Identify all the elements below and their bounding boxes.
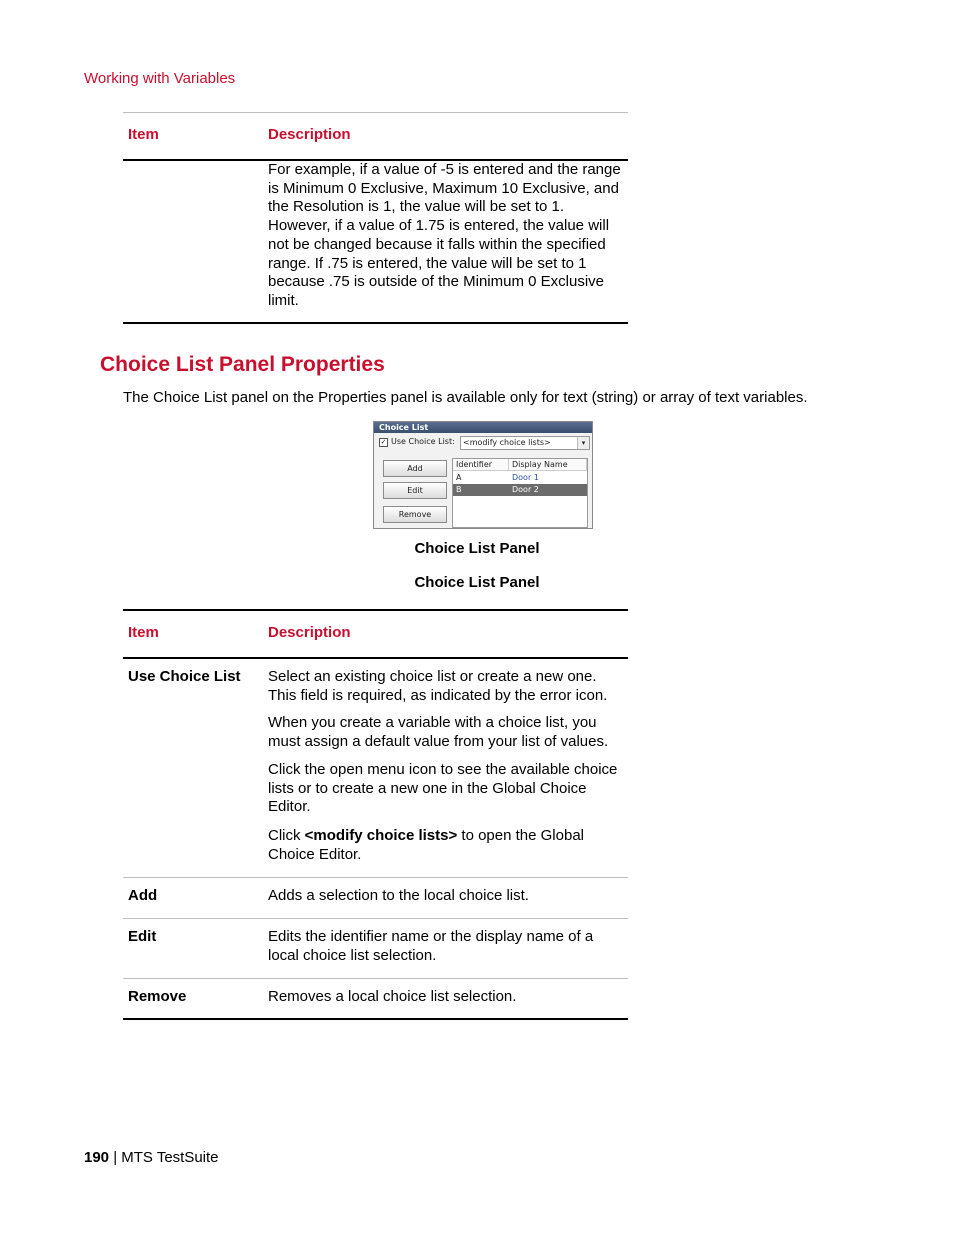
row-item-use-choice-list: Use Choice List bbox=[128, 668, 241, 685]
modify-choice-lists-term: <modify choice lists> bbox=[304, 827, 458, 844]
list-row-selected[interactable] bbox=[453, 484, 587, 496]
row-item-edit: Edit bbox=[128, 928, 157, 945]
row-description bbox=[268, 887, 628, 906]
description-line: Removes a local choice list selection. bbox=[268, 988, 517, 1005]
row-display-name: Door 1 bbox=[512, 473, 539, 482]
product-name: MTS TestSuite bbox=[121, 1149, 219, 1166]
choice-list-combo[interactable] bbox=[460, 436, 590, 450]
column-header-display-name[interactable]: Display Name bbox=[509, 459, 587, 471]
add-button[interactable]: Add bbox=[383, 460, 447, 477]
use-choice-list-checkbox[interactable]: ✓ bbox=[380, 438, 387, 446]
description-line: Editor. bbox=[268, 798, 311, 816]
description-line: must assign a default value from your list of values. bbox=[268, 732, 609, 750]
row-item-add: Add bbox=[128, 887, 158, 904]
table-bottom-rule bbox=[123, 1018, 628, 1020]
description-line: Click the open menu icon to see the available choice bbox=[268, 761, 618, 778]
figure-caption: Choice List Panel bbox=[414, 540, 540, 557]
table-top-rule bbox=[123, 112, 628, 113]
table-bottom-rule bbox=[123, 322, 628, 324]
description-line: Choice Editor. bbox=[268, 845, 362, 863]
description-line: This field is required, as indicated by the error icon. bbox=[268, 686, 608, 704]
panel-title: Choice List bbox=[374, 422, 593, 433]
use-choice-list-label: Use Choice List: bbox=[391, 437, 455, 446]
description-line bbox=[268, 827, 628, 846]
row-divider bbox=[123, 918, 628, 919]
row-description bbox=[268, 827, 628, 864]
running-head: Working with Variables bbox=[84, 70, 236, 87]
page-number: 190 bbox=[84, 1149, 110, 1166]
description-line: For example, if a value of -5 is entered and the range bbox=[268, 161, 621, 178]
table-header-description: Description bbox=[268, 624, 351, 641]
description-line: Adds a selection to the local choice list. bbox=[268, 887, 529, 904]
description-line: range. If .75 is entered, the value will be set to 1 bbox=[268, 254, 587, 272]
row-description bbox=[268, 988, 628, 1007]
row-description bbox=[268, 714, 628, 751]
row-description bbox=[268, 928, 628, 965]
table-header-rule bbox=[123, 657, 628, 659]
choice-list-panel-figure bbox=[373, 421, 593, 529]
row-display-name: Door 2 bbox=[512, 485, 539, 494]
table-caption: Choice List Panel bbox=[414, 574, 540, 591]
choice-list-grid[interactable] bbox=[452, 458, 588, 528]
table-header-item: Item bbox=[128, 126, 159, 143]
row-divider bbox=[123, 978, 628, 979]
table-top-rule bbox=[123, 609, 628, 611]
column-header-identifier[interactable]: Identifier bbox=[453, 459, 509, 471]
remove-button[interactable]: Remove bbox=[383, 506, 447, 523]
description-line: Edits the identifier name or the display name of a bbox=[268, 928, 594, 945]
description-line: Select an existing choice list or create a new one. bbox=[268, 668, 597, 685]
row-identifier: B bbox=[456, 485, 462, 494]
text-suffix: to open the Global bbox=[457, 827, 584, 844]
footer-separator: | bbox=[109, 1149, 122, 1166]
table-header-item: Item bbox=[128, 624, 159, 641]
row-description bbox=[268, 668, 628, 705]
description-line: However, if a value of 1.75 is entered, the value will bbox=[268, 217, 610, 235]
section-title: Choice List Panel Properties bbox=[100, 353, 385, 376]
chevron-down-icon[interactable]: ▾ bbox=[577, 437, 589, 449]
description-line: the Resolution is 1, the value will be set to 1. bbox=[268, 198, 565, 216]
row-divider bbox=[123, 877, 628, 878]
description-line: limit. bbox=[268, 291, 299, 309]
description-line: not be changed because it falls within the specified bbox=[268, 235, 606, 253]
edit-button[interactable]: Edit bbox=[383, 482, 447, 499]
list-row[interactable] bbox=[453, 472, 587, 484]
description-line: lists or to create a new one in the Global Choice bbox=[268, 779, 587, 797]
page-footer bbox=[84, 1149, 219, 1166]
section-intro: The Choice List panel on the Properties panel is available only for text (string) or array of text variables. bbox=[123, 389, 808, 406]
description-line: When you create a variable with a choice list, you bbox=[268, 714, 597, 731]
table-row-description bbox=[268, 161, 628, 311]
description-line: is Minimum 0 Exclusive, Maximum 10 Exclusive, and bbox=[268, 179, 619, 197]
text-prefix: Click bbox=[268, 827, 305, 844]
description-line: local choice list selection. bbox=[268, 946, 437, 964]
description-line: because .75 is outside of the Minimum 0 Exclusive bbox=[268, 273, 604, 291]
row-identifier: A bbox=[456, 473, 462, 482]
row-description bbox=[268, 761, 628, 817]
table-header-description: Description bbox=[268, 126, 351, 143]
row-item-remove: Remove bbox=[128, 988, 187, 1005]
combo-value: <modify choice lists> bbox=[463, 438, 551, 447]
